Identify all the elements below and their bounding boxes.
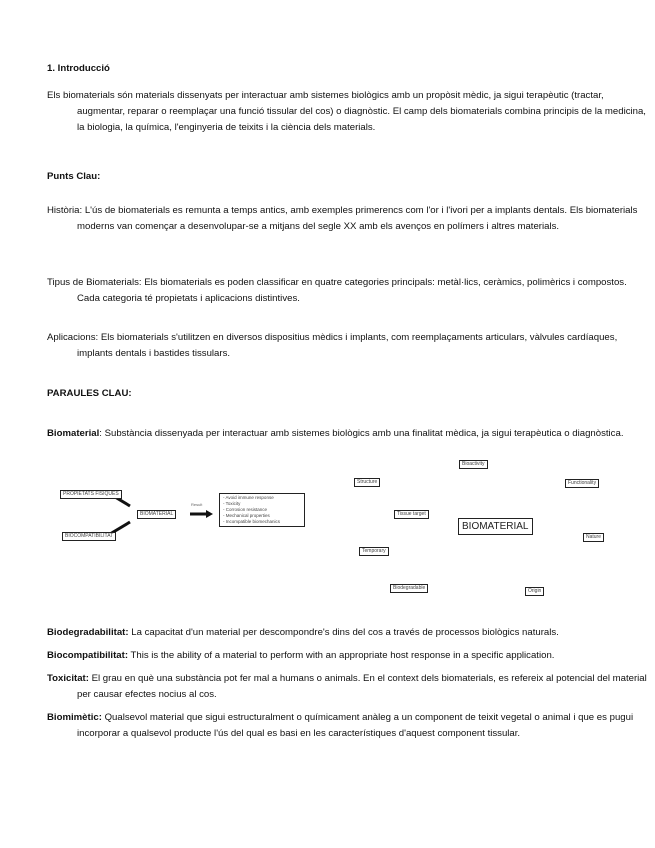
key-points-heading: Punts Clau:	[47, 171, 101, 182]
diagram-input-2: BIOCOMPATIBILITAT	[62, 532, 116, 541]
definition-biodegradability: Biodegradabilitat: La capacitat d'un material per descompondre's dins del cos a través de processos biològics naturals.	[47, 627, 559, 638]
results-box: - Avoid immune response - Toxicity - Corrosion resistance - Mechanical properties - Incompatible biomechanics	[219, 493, 305, 527]
section-heading: 1. Introducció	[47, 63, 110, 74]
node-origin: Origin	[525, 587, 544, 596]
arrow-label: Result	[191, 502, 203, 507]
point-applications: Aplicacions: Els biomaterials s'utilitzen en diversos dispositius mèdics i implants, com reemplaçaments articulars, vàlvules cardíaques, implants dentals i bastides tissulars.	[47, 332, 618, 359]
point-types: Tipus de Biomaterials: Els biomaterials es poden classificar en quatre categories principals: metàl·lics, ceràmics, polimèrics i compostos. Cada categoria té propietats i aplicacions distintives.	[47, 277, 627, 304]
definition-biomimetic: Biomimètic: Qualsevol material que sigui estructuralment o químicament anàleg a un component de teixit vegetal o animal i que es pugui incorporar a qualsevol producte l'ús del qual es basi en les característiques d'aquest component tissular.	[47, 712, 634, 739]
diagram-center: BIOMATERIAL	[137, 510, 176, 519]
node-biodegradable: Biodegradable	[390, 584, 428, 593]
keywords-heading: PARAULES CLAU:	[47, 388, 132, 399]
node-tissue-target: Tissue target	[394, 510, 429, 519]
definition-biomaterial: Biomaterial: Substància dissenyada per interactuar amb sistemes biològics amb una finalitat mèdica, ja sigui terapèutica o diagnòstica.	[47, 428, 624, 439]
node-temporary: Temporary	[359, 547, 389, 556]
point-history: Història: L'ús de biomaterials es remunta a temps antics, amb exemples primerencs com l'or i l'ivori per a implants dentals. Els biomaterials moderns van començar a desenvolupar-se a mitjans del segle XX amb els avenços en polímers i altres materials.	[47, 205, 638, 232]
node-center: BIOMATERIAL	[458, 518, 533, 535]
node-nature: Nature	[583, 533, 604, 542]
node-structure: Structure	[354, 478, 380, 487]
node-functionality: Functionality	[565, 479, 599, 488]
diagram-input-1: PROPIETATS FÍSIQUES	[60, 490, 122, 499]
definition-biocompatibility: Biocompatibilitat: This is the ability of a material to perform with an appropriate host response in a specific application.	[47, 650, 555, 661]
intro-paragraph: Els biomaterials són materials dissenyats per interactuar amb sistemes biològics amb un propòsit mèdic, ja sigui terapèutic (tractar, augmentar, reparar o reemplaçar una funció tissular del cos) o diagnòstic. El camp dels biomaterials combina principis de la medicina, la biologia, la química, l'enginyeria de teixits i la ciència dels materials.	[47, 90, 646, 133]
node-bioactivity: Bioactivity	[459, 460, 488, 469]
definition-toxicity: Toxicitat: El grau en què una substància pot fer mal a humans o animals. En el context dels biomaterials, es refereix al potencial del material per causar efectes nocius al cos.	[47, 673, 647, 700]
